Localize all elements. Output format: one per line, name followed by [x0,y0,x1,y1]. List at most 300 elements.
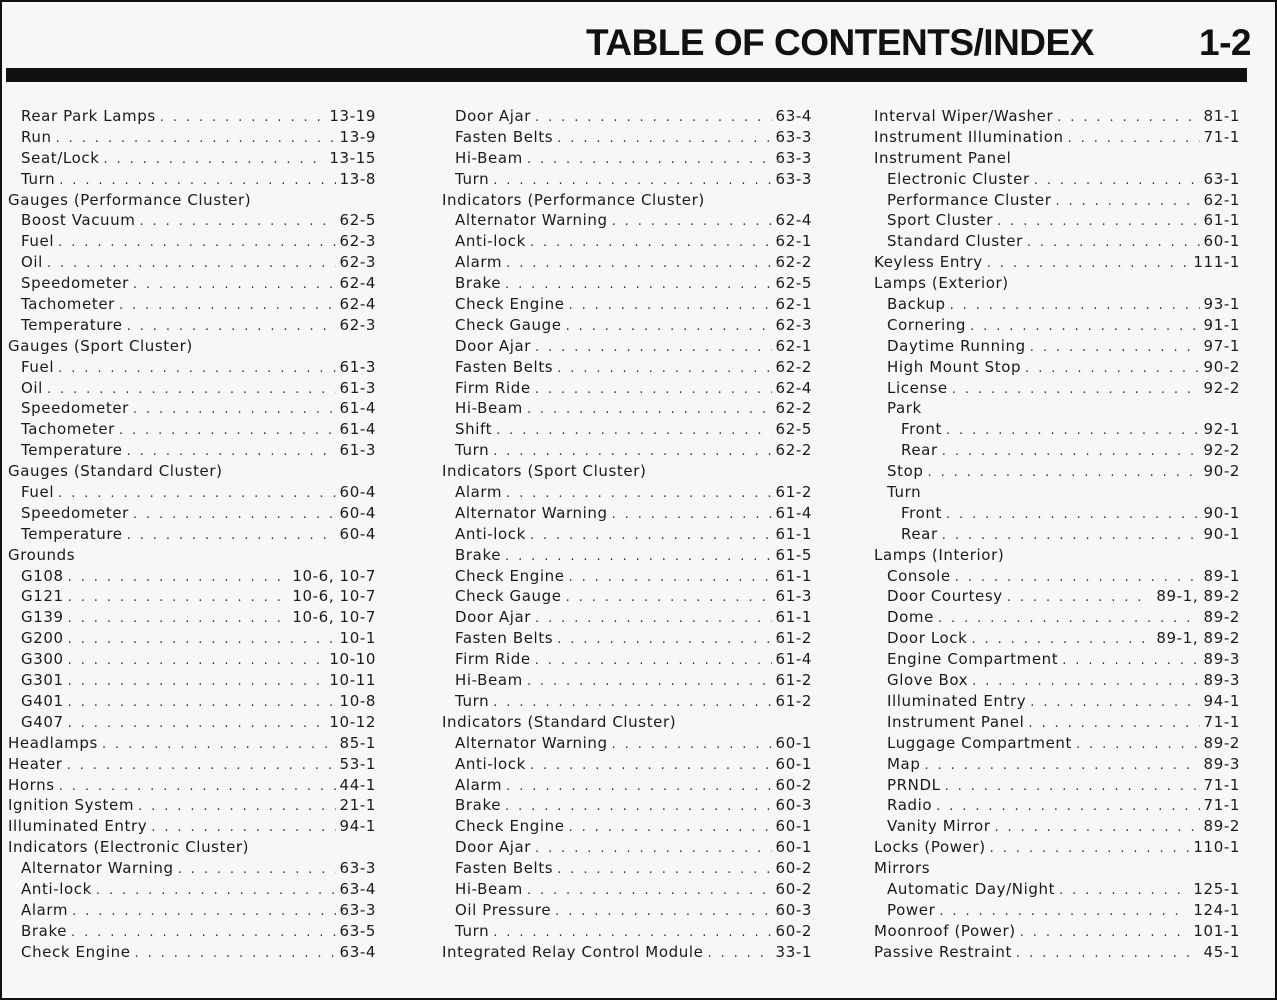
entry-label: Fuel [21,232,55,251]
entry-label: Firm Ride [455,650,531,669]
index-entry [8,775,376,796]
entry-page-number: 89-1, 89-2 [1156,629,1240,648]
index-entry [442,628,812,649]
entry-page-number: 101-1 [1193,921,1240,940]
entry-page-number: 61-5 [775,545,812,564]
dot-leader [68,588,289,609]
entry-label: Alternator Warning [455,503,608,522]
entry-label: Instrument Panel [874,148,1012,167]
entry-label: Temperature [21,315,123,334]
entry-page-number: 62-1 [775,295,812,314]
index-heading [442,190,812,211]
index-entry [874,733,1240,754]
entry-page-number: 62-1 [775,232,812,251]
index-entry [8,294,376,315]
entry-label: Automatic Day/Night [887,879,1056,898]
index-entry [8,440,376,461]
dot-leader [612,505,772,526]
entry-label: G301 [21,671,64,690]
dot-leader [67,756,336,777]
entry-label: Instrument Illumination [874,127,1064,146]
entry-page-number: 94-1 [339,817,376,836]
index-entry [8,816,376,837]
index-entry [874,503,1240,524]
entry-page-number: 60-1 [775,817,812,836]
dot-leader [68,714,326,735]
entry-page-number: 85-1 [339,733,376,752]
entry-page-number: 63-5 [339,921,376,940]
dot-leader [924,756,1199,777]
dot-leader [127,317,336,338]
entry-page-number: 62-3 [339,253,376,272]
index-entry [8,795,376,816]
entry-page-number: 10-10 [329,650,376,669]
entry-label: Indicators (Performance Cluster) [442,190,705,209]
entry-label: Gauges (Standard Cluster) [8,462,223,481]
entry-page-number: 61-4 [775,650,812,669]
dot-leader [1057,108,1199,129]
entry-label: Glove Box [887,671,969,690]
dot-leader [506,254,771,275]
entry-label: Alternator Warning [455,211,608,230]
index-entry [874,775,1240,796]
entry-page-number: 63-3 [775,169,812,188]
dot-leader [1027,233,1200,254]
index-entry [442,733,812,754]
entry-label: Turn [455,921,490,940]
entry-page-number: 89-2 [1203,733,1240,752]
dot-leader [68,568,289,589]
index-entry [874,921,1240,942]
dot-leader [994,818,1199,839]
entry-page-number: 92-2 [1203,378,1240,397]
entry-label: Standard Cluster [887,232,1023,251]
entry-page-number: 13-9 [339,127,376,146]
dot-leader [493,923,771,944]
index-entry [442,837,812,858]
index-entry [874,900,1240,921]
entry-label: Map [887,754,921,773]
dot-leader [535,651,772,672]
entry-label: G108 [21,566,64,585]
index-entry [8,273,376,294]
dot-leader [530,526,772,547]
dot-leader [102,735,336,756]
entry-label: Fuel [21,357,55,376]
index-entry [442,942,812,963]
entry-page-number: 62-3 [339,232,376,251]
entry-label: Turn [887,483,922,502]
dot-leader [707,944,771,965]
entry-label: Speedometer [21,399,129,418]
entry-page-number: 62-2 [775,441,812,460]
index-entry [442,294,812,315]
entry-label: Anti-lock [21,879,92,898]
index-entry [442,775,812,796]
index-entry [874,754,1240,775]
dot-leader [103,150,325,171]
entry-page-number: 71-1 [1203,775,1240,794]
index-entry [442,273,812,294]
index-entry [874,712,1240,733]
entry-label: Door Ajar [455,608,532,627]
index-entry [874,210,1240,231]
dot-leader [59,777,336,798]
entry-page-number: 125-1 [1193,879,1240,898]
index-entry [442,106,812,127]
entry-label: Rear Park Lamps [21,107,156,125]
entry-label: Fasten Belts [455,859,554,878]
dot-leader [557,630,771,651]
dot-leader [530,233,772,254]
entry-page-number: 61-2 [775,483,812,502]
entry-page-number: 89-1, 89-2 [1156,587,1240,606]
entry-page-number: 71-1 [1203,712,1240,731]
dot-leader [139,212,335,233]
dot-leader [505,275,772,296]
entry-page-number: 62-2 [775,357,812,376]
entry-page-number: 60-1 [775,838,812,857]
entry-label: Lamps (Exterior) [874,274,1009,293]
entry-page-number: 89-2 [1203,817,1240,836]
entry-label: Tachometer [21,420,115,439]
index-entry [8,482,376,503]
entry-label: Door Lock [887,629,968,648]
entry-label: Check Engine [455,295,565,314]
index-entry [874,586,1240,607]
dot-leader [938,609,1200,630]
index-entry [8,691,376,712]
entry-label: Vanity Mirror [887,817,991,836]
entry-page-number: 60-3 [775,900,812,919]
entry-page-number: 61-4 [339,420,376,439]
entry-page-number: 62-3 [775,315,812,334]
entry-label: G139 [21,608,64,627]
index-entry [8,252,376,273]
dot-leader [535,839,772,860]
dot-leader [58,233,335,254]
dot-leader [493,693,771,714]
dot-leader [990,839,1190,860]
entry-label: G200 [21,629,64,648]
entry-label: G300 [21,650,64,669]
index-entry [442,586,812,607]
entry-page-number: 61-2 [775,629,812,648]
index-heading [8,190,376,211]
index-entry [8,148,376,169]
dot-leader [68,693,336,714]
entry-page-number: 13-15 [329,148,376,167]
index-entry [442,816,812,837]
index-entry [8,210,376,231]
entry-page-number: 13-19 [329,107,376,125]
dot-leader [928,463,1200,484]
entry-page-number: 63-4 [339,879,376,898]
dot-leader [135,944,336,965]
index-column-3 [874,106,1240,963]
entry-page-number: 63-4 [339,942,376,961]
entry-label: Front [901,420,942,439]
index-entry [442,252,812,273]
entry-label: Anti-lock [455,232,526,251]
page-header [586,18,1251,68]
entry-page-number: 63-3 [339,900,376,919]
index-entry [442,524,812,545]
entry-label: Temperature [21,524,123,543]
entry-page-number: 90-2 [1203,462,1240,481]
dot-leader [527,672,772,693]
index-heading [874,148,1240,169]
dot-leader [505,547,772,568]
index-entry [874,419,1240,440]
entry-label: Brake [455,274,502,293]
dot-leader [1028,714,1199,735]
entry-label: Engine Compartment [887,650,1059,669]
entry-page-number: 53-1 [339,754,376,773]
entry-label: Heater [8,754,63,773]
entry-page-number: 90-2 [1203,357,1240,376]
entry-page-number: 62-4 [775,211,812,230]
entry-label: Radio [887,796,933,815]
entry-page-number: 10-12 [329,712,376,731]
header-rule [6,68,1247,82]
dot-leader [56,129,336,150]
entry-page-number: 63-3 [775,127,812,146]
index-entry [8,315,376,336]
entry-page-number: 10-6, 10-7 [292,566,376,585]
entry-page-number: 45-1 [1203,942,1240,961]
dot-leader [535,338,772,359]
entry-page-number: 63-4 [775,107,812,125]
index-entry [874,670,1240,691]
entry-page-number: 90-1 [1203,524,1240,543]
entry-page-number: 91-1 [1203,315,1240,334]
entry-label: Check Gauge [455,587,562,606]
entry-label: Run [21,127,52,146]
entry-page-number: 21-1 [339,796,376,815]
entry-label: Temperature [21,441,123,460]
dot-leader [527,881,772,902]
index-heading [8,545,376,566]
index-entry [442,169,812,190]
entry-label: Horns [8,775,55,794]
index-entry [8,586,376,607]
dot-leader [133,505,336,526]
entry-label: Instrument Panel [887,712,1025,731]
entry-page-number: 60-2 [775,921,812,940]
dot-leader [119,421,336,442]
index-entry [8,357,376,378]
entry-label: Gauges (Performance Cluster) [8,190,252,209]
entry-page-number: 60-4 [339,483,376,502]
index-entry [8,398,376,419]
index-entry [442,858,812,879]
entry-page-number: 61-2 [775,691,812,710]
entry-page-number: 92-2 [1203,441,1240,460]
entry-page-number: 92-1 [1203,420,1240,439]
dot-leader [505,797,772,818]
entry-label: Fuel [21,483,55,502]
dot-leader [493,442,771,463]
dot-leader [566,588,772,609]
entry-label: Front [901,503,942,522]
entry-label: Locks (Power) [874,838,986,857]
entry-page-number: 62-5 [775,274,812,293]
entry-page-number: 60-1 [775,754,812,773]
index-entry [8,858,376,879]
entry-page-number: 62-2 [775,253,812,272]
entry-page-number: 81-1 [1203,107,1240,125]
index-entry [874,607,1240,628]
index-entry [442,566,812,587]
dot-leader [952,380,1200,401]
dot-leader [527,400,772,421]
index-entry [442,357,812,378]
entry-label: Alarm [455,775,503,794]
index-entry [8,628,376,649]
entry-label: Stop [887,462,924,481]
entry-page-number: 62-2 [775,399,812,418]
entry-label: Seat/Lock [21,148,100,167]
index-entry [8,503,376,524]
entry-label: Fasten Belts [455,127,554,146]
index-entry [874,231,1240,252]
entry-label: Indicators (Sport Cluster) [442,462,647,481]
entry-label: Fasten Belts [455,629,554,648]
entry-page-number: 61-2 [775,671,812,690]
entry-page-number: 62-1 [1203,190,1240,209]
entry-page-number: 90-1 [1203,503,1240,522]
dot-leader [119,296,336,317]
entry-label: Hi-Beam [455,148,523,167]
entry-page-number: 61-3 [775,587,812,606]
entry-page-number: 61-1 [1203,211,1240,230]
page-number: 1-2 [1199,22,1251,63]
index-entry [874,252,1240,273]
index-heading [442,712,812,733]
index-entry [442,127,812,148]
dot-leader [493,171,771,192]
entry-label: Park [887,399,922,418]
entry-label: Daytime Running [887,336,1026,355]
dot-leader [71,923,336,944]
entry-page-number: 60-4 [339,503,376,522]
index-entry [442,419,812,440]
dot-leader [138,797,335,818]
dot-leader [566,317,772,338]
index-entry [874,357,1240,378]
entry-label: Shift [455,420,493,439]
entry-label: Hi-Beam [455,671,523,690]
dot-leader [942,526,1200,547]
entry-page-number: 44-1 [339,775,376,794]
index-entry [442,440,812,461]
index-column-1 [8,106,376,963]
index-entry [442,315,812,336]
dot-leader [68,630,336,651]
index-heading [874,858,1240,879]
entry-label: Turn [455,691,490,710]
dot-leader [942,442,1200,463]
dot-leader [569,818,772,839]
entry-label: Oil [21,378,43,397]
entry-page-number: 10-11 [329,671,376,690]
entry-label: Brake [455,545,502,564]
index-entry [874,837,1240,858]
index-entry [8,607,376,628]
dot-leader [555,902,771,923]
entry-page-number: 111-1 [1193,253,1240,272]
entry-label: Fasten Belts [455,357,554,376]
entry-label: Alarm [455,483,503,502]
index-entry [442,670,812,691]
dot-leader [1062,651,1199,672]
index-entry [874,816,1240,837]
index-entry [8,733,376,754]
index-entry [8,670,376,691]
index-entry [874,127,1240,148]
dot-leader [997,212,1199,233]
index-entry [874,691,1240,712]
entry-page-number: 60-2 [775,775,812,794]
entry-page-number: 89-3 [1203,671,1240,690]
entry-page-number: 61-4 [339,399,376,418]
entry-label: Boost Vacuum [21,211,136,230]
entry-label: Door Ajar [455,838,532,857]
entry-page-number: 110-1 [1193,838,1240,857]
dot-leader [527,150,772,171]
index-entry [8,127,376,148]
index-entry [874,294,1240,315]
entry-page-number: 10-6, 10-7 [292,608,376,627]
entry-label: Check Gauge [455,315,562,334]
entry-page-number: 62-1 [775,336,812,355]
entry-label: Lamps (Interior) [874,545,1005,564]
index-entry [8,942,376,963]
dot-leader [1016,944,1200,965]
entry-label: Indicators (Electronic Cluster) [8,838,250,857]
entry-label: PRNDL [887,775,941,794]
index-heading [874,482,1240,503]
dot-leader [1076,735,1200,756]
index-heading [874,398,1240,419]
index-entry [874,942,1240,963]
dot-leader [96,881,336,902]
entry-label: Sport Cluster [887,211,994,230]
entry-page-number: 97-1 [1203,336,1240,355]
entry-page-number: 60-1 [775,733,812,752]
entry-page-number: 62-4 [775,378,812,397]
index-entry [874,315,1240,336]
dot-leader [946,505,1200,526]
dot-leader [47,380,336,401]
index-entry [442,148,812,169]
dot-leader [68,651,326,672]
dot-leader [1030,338,1200,359]
entry-label: Alternator Warning [21,859,174,878]
index-entry [442,754,812,775]
entry-label: High Mount Stop [887,357,1022,376]
dot-leader [72,902,335,923]
dot-leader [569,568,772,589]
entry-page-number: 13-8 [339,169,376,188]
dot-leader [1020,923,1190,944]
index-entry [8,566,376,587]
entry-label: Check Engine [21,942,131,961]
dot-leader [47,254,336,275]
entry-label: Rear [901,441,938,460]
entry-label: G401 [21,691,64,710]
